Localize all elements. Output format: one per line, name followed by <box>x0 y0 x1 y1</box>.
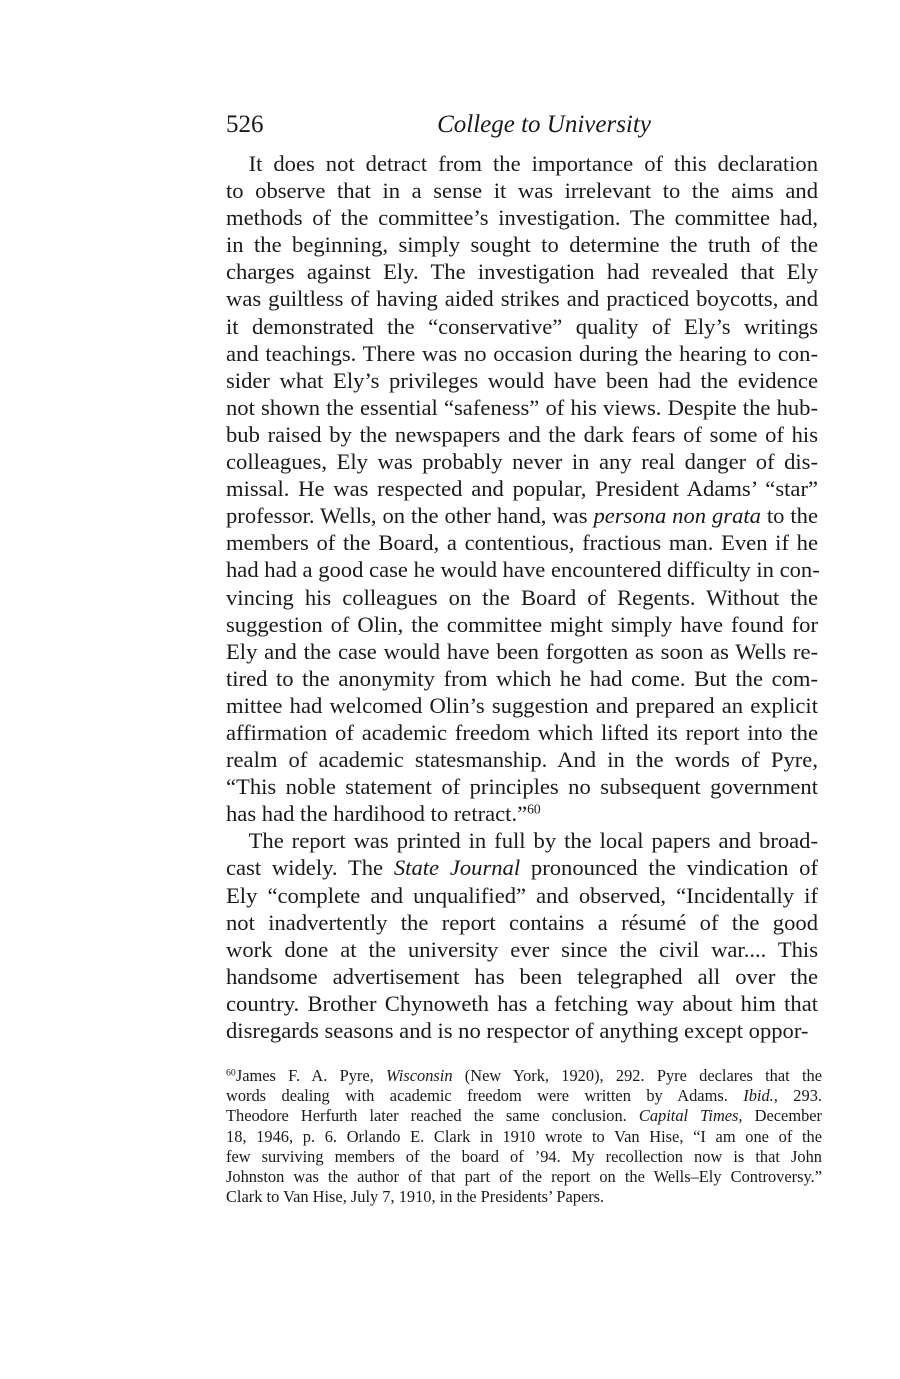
text-run: Theodore Herfurth later reached the same conclusion. <box>226 1106 639 1126</box>
text-run: has had the hardihood to retract.” <box>226 801 528 827</box>
text-run: vincing his colleagues on the Board of Regents. Without the <box>226 584 818 610</box>
text-run: not inadvertently the report contains a résumé of the good <box>226 909 818 935</box>
text-run: 293. <box>777 1086 822 1106</box>
text-line <box>226 1086 822 1106</box>
text-line <box>226 692 818 719</box>
text-run: work done at the university ever since the civil war.... This <box>226 936 818 962</box>
text-line <box>226 638 818 665</box>
text-run: (New York, 1920), 292. Pyre declares that the <box>452 1066 822 1085</box>
text-line <box>226 448 818 475</box>
body-text <box>226 150 818 1044</box>
text-run: Ely “complete and unqualified” and observed, “Incidentally if <box>226 882 818 908</box>
text-line <box>226 475 818 502</box>
text-line <box>226 882 818 909</box>
text-line <box>226 394 818 421</box>
text-run: it demonstrated the “conservative” quality of Ely’s writings <box>226 313 818 339</box>
text-run: professor. Wells, on the other hand, was <box>226 503 594 529</box>
text-line <box>226 936 818 963</box>
text-line <box>226 1127 822 1147</box>
text-run: methods of the committee’s investigation. The committee had, <box>226 205 818 231</box>
text-line <box>226 1147 822 1167</box>
text-run: and teachings. There was no occasion during the hearing to con- <box>226 340 818 366</box>
italic-text: Ibid., <box>743 1086 778 1106</box>
text-run: members of the Board, a contentious, fractious man. Even if he <box>226 530 818 556</box>
text-line <box>226 421 818 448</box>
text-run: James F. A. Pyre, <box>235 1066 387 1085</box>
text-run: few surviving members of the board of ’94. My recollection now is that John <box>226 1146 822 1166</box>
italic-text: Wisconsin <box>386 1066 453 1085</box>
text-run: realm of academic statesmanship. And in the words of Pyre, <box>226 747 818 773</box>
text-run: was guiltless of having aided strikes and practiced boycotts, and <box>226 286 818 312</box>
text-run: 18, 1946, p. 6. Orlando E. Clark in 1910 wrote to Van Hise, “I am one of the <box>226 1126 822 1146</box>
text-line <box>226 746 818 773</box>
text-run: tired to the anonymity from which he had come. But the com- <box>226 665 818 691</box>
text-line <box>226 611 818 638</box>
text-line <box>226 909 818 936</box>
footnote-reference: 60 <box>527 801 541 817</box>
text-line <box>226 827 818 854</box>
text-run: handsome advertisement has been telegraphed all over the <box>226 963 818 989</box>
text-run: in the beginning, simply sought to determine the truth of the <box>226 232 818 258</box>
text-line <box>226 665 818 692</box>
text-run: words dealing with academic freedom were written by Adams. <box>226 1086 744 1106</box>
text-run: It does not detract from the importance of this declaration <box>226 151 818 176</box>
text-line <box>226 584 818 611</box>
text-line <box>226 1167 822 1187</box>
text-line <box>226 963 818 990</box>
text-run: The report was printed in full by the local papers and broad- <box>226 828 818 854</box>
text-line <box>226 1017 818 1044</box>
text-run: December <box>742 1106 822 1126</box>
text-line <box>226 340 818 367</box>
text-run: Ely and the case would have been forgotten as soon as Wells re- <box>226 638 818 664</box>
text-run: to the <box>760 503 818 529</box>
text-run: Clark to Van Hise, July 7, 1910, in the Presidents’ Papers. <box>226 1187 605 1207</box>
text-run: pronounced the vindication of <box>520 855 818 881</box>
text-run: bub raised by the newspapers and the dark fears of some of his <box>226 421 818 447</box>
text-line <box>226 1106 822 1126</box>
footnote-60 <box>226 1066 822 1207</box>
text-line <box>226 556 818 583</box>
text-line <box>226 285 818 312</box>
text-run: “This noble statement of principles no subsequent government <box>226 774 818 800</box>
text-run: charges against Ely. The investigation had revealed that Ely <box>226 259 818 285</box>
text-line <box>226 258 818 285</box>
text-line <box>226 773 818 800</box>
paragraph-1 <box>226 150 818 827</box>
text-run: country. Brother Chynoweth has a fetching way about him that <box>226 990 818 1016</box>
text-run: affirmation of academic freedom which lifted its report into the <box>226 719 818 745</box>
text-line <box>226 990 818 1017</box>
text-line <box>226 502 818 529</box>
text-line <box>226 367 818 394</box>
text-run: colleagues, Ely was probably never in any real danger of dis- <box>226 449 818 475</box>
text-line <box>226 529 818 556</box>
italic-text: persona non grata <box>593 503 761 529</box>
footnote-marker: 60 <box>226 1067 236 1079</box>
text-run: suggestion of Olin, the committee might simply have found for <box>226 611 818 637</box>
text-run: Johnston was the author of that part of the report on the Wells–Ely Controversy.” <box>226 1167 822 1187</box>
text-run: had had a good case he would have encountered difficulty in con- <box>226 557 820 583</box>
text-line <box>226 204 818 231</box>
page-header <box>226 108 822 142</box>
text-run: missal. He was respected and popular, President Adams’ “star” <box>226 476 818 502</box>
text-line <box>226 150 818 177</box>
italic-text: State Journal <box>393 855 521 881</box>
text-run: cast widely. The <box>226 855 394 881</box>
italic-text: Capital Times, <box>638 1106 743 1126</box>
text-run: mittee had welcomed Olin’s suggestion and prepared an explicit <box>226 692 818 718</box>
text-line <box>226 854 818 881</box>
text-line <box>226 1066 822 1086</box>
text-line <box>226 313 818 340</box>
text-run: not shown the essential “safeness” of his views. Despite the hub- <box>226 394 818 420</box>
text-line <box>226 719 818 746</box>
text-line <box>226 231 818 258</box>
paragraph-2 <box>226 827 818 1044</box>
text-line <box>226 177 818 204</box>
text-line <box>226 1187 822 1207</box>
page-number: 526 <box>226 111 264 138</box>
text-run: disregards seasons and is no respector of anything except oppor- <box>226 1018 809 1043</box>
text-run: sider what Ely’s privileges would have been had the evidence <box>226 367 818 393</box>
text-run: to observe that in a sense it was irrelevant to the aims and <box>226 178 818 204</box>
text-line <box>226 800 818 827</box>
running-head: College to University <box>437 111 651 138</box>
